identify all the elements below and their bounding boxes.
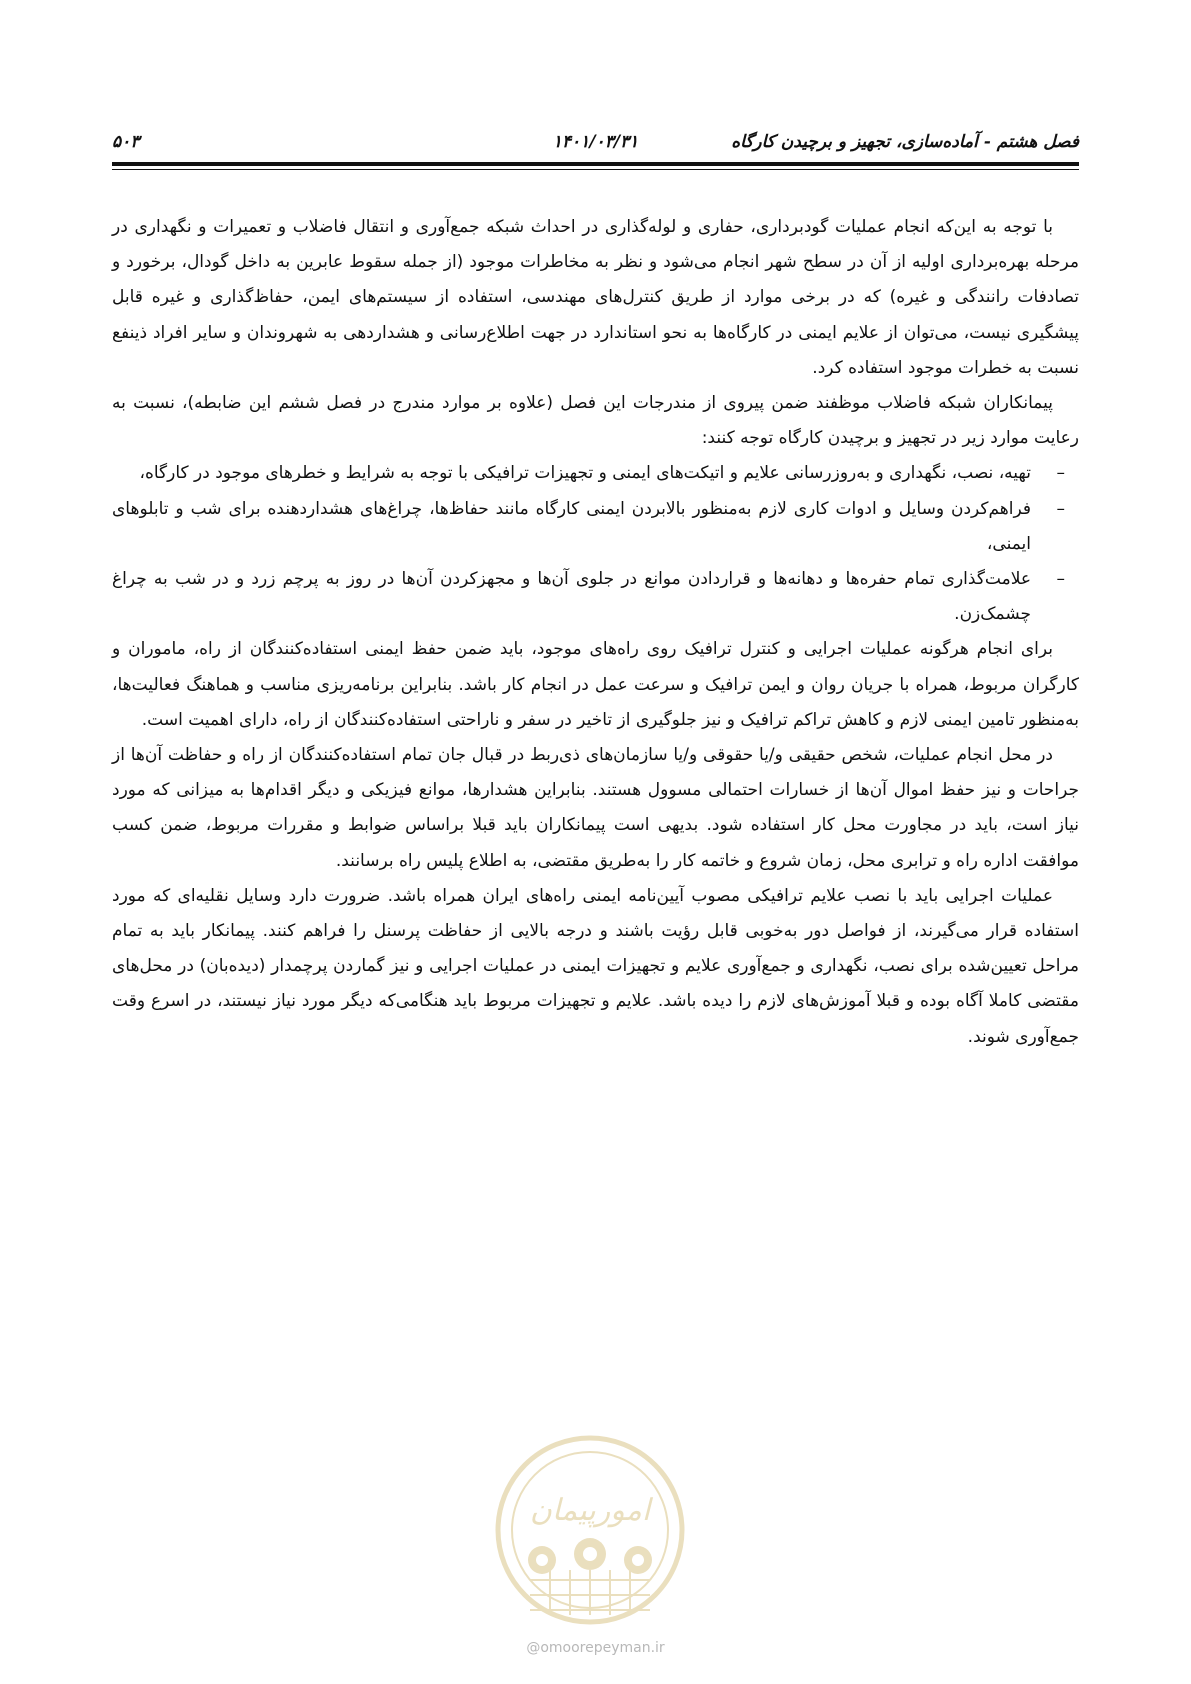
document-body — [112, 210, 1079, 1055]
requirements-list — [112, 456, 1079, 632]
paragraph-intro: با توجه به این‌که انجام عملیات گودبرداری، حفاری و لوله‌گذاری در احداث شبکه جمع‌آوری و انتقال فاضلاب و تعمیرات و نگهداری در مرحله بهره‌برداری اولیه از آن در سطح شهر انجام می‌شود و نظر به مخاطرات موجود (از جمله سقوط عابرین به داخل گودال، برخورد و تصادفات رانندگی و غیره) که در برخی موارد از طریق کنترل‌های مهندسی، استفاده از سیستم‌های ایمن، حفاظ‌گذاری و غیره قابل پیشگیری نیست، می‌توان از علایم ایمنی در کارگاه‌ها به نحو استاندارد در جهت اطلاع‌رسانی و هشداردهی به شهروندان و سایر افراد ذینفع نسبت به خطرات موجود استفاده کرد. — [112, 217, 1079, 378]
list-item-text: تهیه، نصب، نگهداری و به‌روزرسانی علایم و اتیکت‌های ایمنی و تجهیزات ترافیکی با توجه به شرایط و خطرهای موجود در کارگاه، — [139, 463, 1031, 484]
list-item — [112, 562, 1079, 632]
page-header — [112, 124, 1079, 154]
page-number: ۵۰۳ — [112, 132, 140, 152]
bullet-dash: – — [1056, 463, 1065, 484]
paragraph-contractors: پیمانکاران شبکه فاضلاب موظفند ضمن پیروی از مندرجات این فصل (علاوه بر موارد مندرج در فصل ششم این ضابطه)، نسبت به رعایت موارد زیر در تجهیز و برچیدن کارگاه توجه کنند: — [112, 393, 1079, 449]
bullet-dash: – — [1056, 569, 1065, 590]
header-rule-thick — [112, 162, 1079, 166]
list-item-text: علامت‌گذاری تمام حفره‌ها و دهانه‌ها و قراردادن موانع در جلوی آن‌ها و مجهزکردن آن‌ها در روز به پرچم زرد و در شب به چراغ چشمک‌زن. — [112, 569, 1031, 625]
header-date: ۱۴۰۱/۰۳/۳۱ — [552, 132, 639, 152]
watermark-url: @omoorepeyman.ir — [526, 1640, 665, 1656]
header-rule-thin — [112, 169, 1079, 170]
paragraph-traffic-control: برای انجام هرگونه عملیات اجرایی و کنترل ترافیک روی راه‌های موجود، باید ضمن حفظ ایمنی استفاده‌کنندگان از راه، ماموران و کارگران مربوط، همراه با جریان روان و ایمن ترافیک و سرعت عمل در انجام کار باشد. بنابراین برنامه‌ریزی مناسب و هماهنگ فعالیت‌ها، به‌منظور تامین ایمنی لازم و کاهش تراکم ترافیک و نیز جلوگیری از تاخیر در سفر و ناراحتی استفاده‌کنندگان از راه، دارای اهمیت است. — [112, 639, 1079, 730]
list-item-text: فراهم‌کردن وسایل و ادوات کاری لازم به‌منظور بالابردن ایمنی کارگاه مانند حفاظ‌ها، چراغ‌های هشداردهنده برای شب و تابلوهای ایمنی، — [112, 498, 1031, 554]
list-item — [112, 456, 1079, 491]
paragraph-liability: در محل انجام عملیات، شخص حقیقی و/یا حقوقی و/یا سازمان‌های ذی‌ربط در قبال جان تمام استفاده‌کنندگان از راه و حفاظت آن‌ها از جراحات و نیز حفظ اموال آن‌ها از خسارات احتمالی مسوول هستند. بنابراین هشدارها، موانع فیزیکی و دیگر اقدام‌ها به میزانی که مورد نیاز است، باید در مجاورت محل کار استفاده شود. بدیهی است پیمانکاران باید قبلا براساس ضوابط و مقررات مربوط، ضمن کسب موافقت اداره راه و ترابری محل، زمان شروع و خاتمه کار را به‌طریق مقتضی، به اطلاع پلیس راه برسانند. — [112, 745, 1079, 871]
bullet-dash: – — [1056, 498, 1065, 519]
chapter-title: فصل هشتم - آماده‌سازی، تجهیز و برچیدن کارگاه — [731, 132, 1079, 152]
watermark-logo — [490, 1430, 690, 1670]
list-item — [112, 492, 1079, 562]
paragraph-signage: عملیات اجرایی باید با نصب علایم ترافیکی مصوب آیین‌نامه ایمنی راه‌های ایران همراه باشد. ضرورت دارد وسایل نقلیه‌ای که مورد استفاده قرار می‌گیرند، از فواصل دور به‌خوبی قابل رؤیت باشند و درجه بالایی از حفاظت پرسنل را فراهم کنند. پیمانکار باید به تمام مراحل تعیین‌شده برای نصب، نگهداری و جمع‌آوری علایم و تجهیزات ایمنی در عملیات اجرایی و نیز گماردن پرچمدار (دیده‌بان) در محل‌های مقتضی کاملا آگاه بوده و قبلا آموزش‌های لازم را دیده باشد. علایم و تجهیزات مربوط باید هنگامی‌که دیگر مورد نیاز نیستند، در اسرع وقت جمع‌آوری شوند. — [112, 885, 1079, 1047]
watermark-logo-text: امورپیمان — [529, 1493, 651, 1528]
